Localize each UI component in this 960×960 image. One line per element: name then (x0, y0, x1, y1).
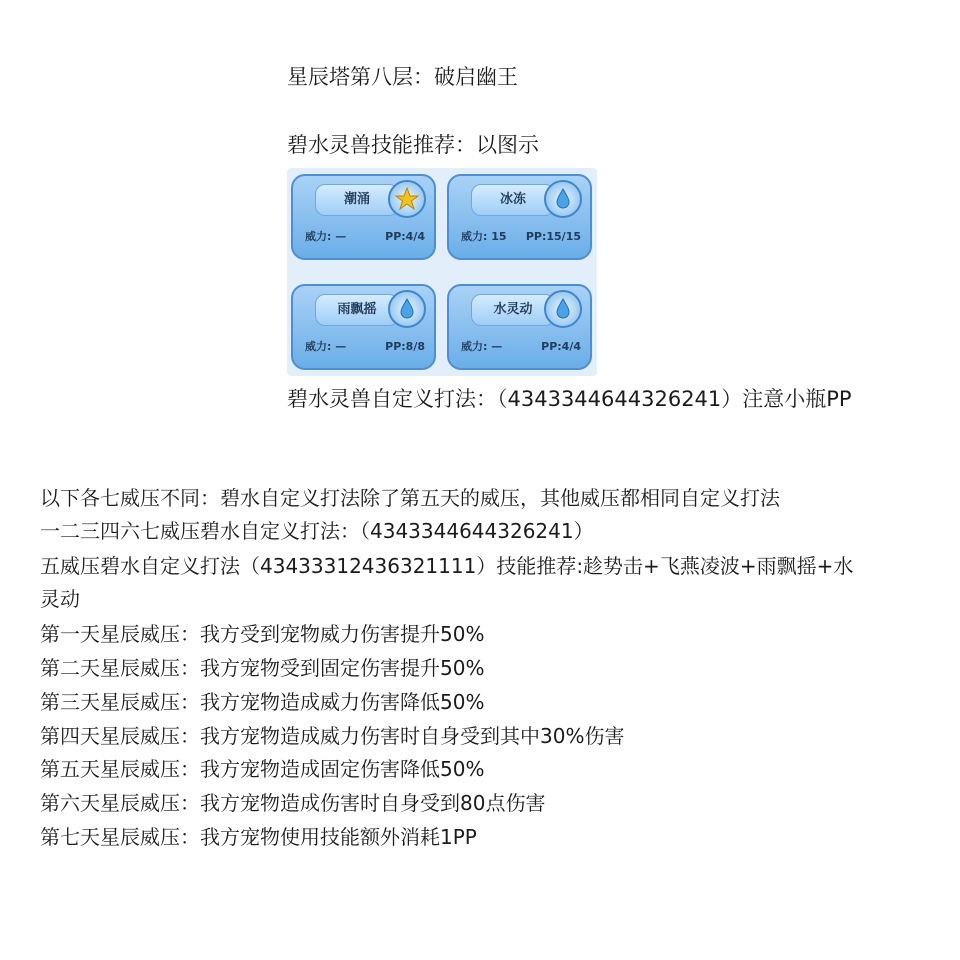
body-line: 五威压碧水自定义打法（43433312436321111）技能推荐:趁势击+飞燕凌波+雨飘摇+水 (40, 554, 854, 578)
skill-card (291, 174, 436, 260)
pp-value: PP:4/4 (385, 230, 425, 243)
skill-recommend-text: 碧水灵兽技能推荐：以图示 (287, 133, 539, 157)
body-line: 第三天星辰威压：我方宠物造成威力伤害降低50% (40, 690, 485, 714)
skill-name: 冰冻 (471, 184, 555, 216)
body-line: 第二天星辰威压：我方宠物受到固定伤害提升50% (40, 656, 485, 680)
body-line: 一二三四六七威压碧水自定义打法：（4343344644326241） (40, 519, 594, 543)
power-value: — (335, 340, 347, 353)
body-line: 第六天星辰威压：我方宠物造成伤害时自身受到80点伤害 (40, 791, 546, 815)
power-label: 威力: (305, 230, 332, 243)
body-line: 第五天星辰威压：我方宠物造成固定伤害降低50% (40, 757, 485, 781)
body-line: 以下各七威压不同：碧水自定义打法除了第五天的威压，其他威压都相同自定义打法 (40, 486, 780, 510)
skill-card (291, 284, 436, 370)
skill-stats (301, 224, 429, 250)
body-line: 第七天星辰威压：我方宠物使用技能额外消耗1PP (40, 825, 477, 849)
body-line: 第四天星辰威压：我方宠物造成威力伤害时自身受到其中30%伤害 (40, 724, 625, 748)
skill-name: 雨飘摇 (315, 294, 399, 326)
skill-stats (301, 334, 429, 360)
pp-value: PP:4/4 (541, 340, 581, 353)
water-drop-icon (544, 180, 582, 218)
skill-card (447, 174, 592, 260)
water-drop-icon (544, 290, 582, 328)
power-label: 威力: (461, 230, 488, 243)
custom-play-text: 碧水灵兽自定义打法：（4343344644326241）注意小瓶PP (287, 387, 852, 411)
skill-card (447, 284, 592, 370)
power-value: — (491, 340, 503, 353)
pp-value: PP:15/15 (525, 230, 581, 243)
star-icon (388, 180, 426, 218)
floor-title: 星辰塔第八层：破启幽王 (287, 65, 518, 89)
pp-value: PP:8/8 (385, 340, 425, 353)
body-line: 灵动 (40, 587, 80, 611)
water-drop-icon (388, 290, 426, 328)
skill-name: 潮涌 (315, 184, 399, 216)
skill-stats (457, 224, 585, 250)
power-label: 威力: (305, 340, 332, 353)
skill-name: 水灵动 (471, 294, 555, 326)
power-value: 15 (491, 230, 507, 243)
skill-stats (457, 334, 585, 360)
power-label: 威力: (461, 340, 488, 353)
body-line: 第一天星辰威压：我方受到宠物威力伤害提升50% (40, 622, 485, 646)
power-value: — (335, 230, 347, 243)
skill-panel (287, 168, 597, 376)
